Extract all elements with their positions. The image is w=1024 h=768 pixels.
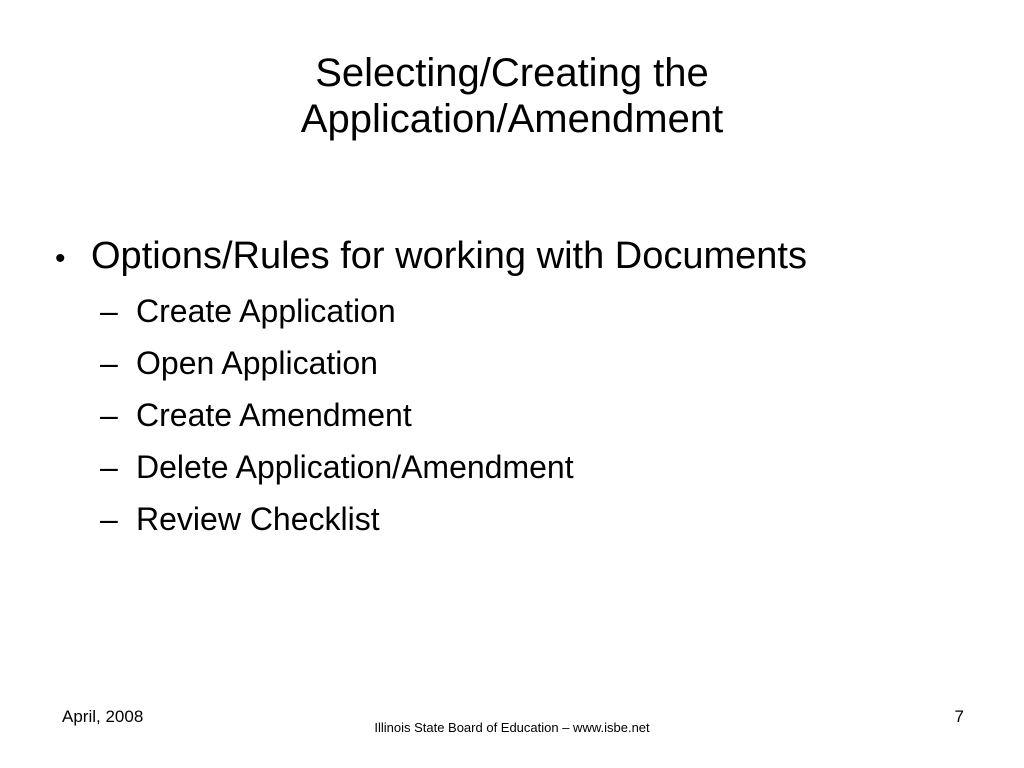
sub-bullet-item [55, 389, 995, 441]
footer-organization: Illinois State Board of Education – www.isbe.net [374, 720, 650, 735]
dash-marker: – [100, 397, 118, 433]
sub-bullet-list [55, 285, 995, 545]
sub-bullet-text: Create Application [136, 293, 396, 329]
slide-number: 7 [954, 707, 964, 726]
dash-marker: – [100, 449, 118, 485]
bullet-item [55, 230, 995, 285]
dash-marker: – [100, 345, 118, 381]
slide-title-line-2: Application/Amendment [300, 97, 724, 141]
bullet-text: Options/Rules for working with Documents [91, 235, 807, 277]
sub-bullet-text: Create Amendment [136, 397, 412, 433]
bullet-list [55, 230, 995, 545]
sub-bullet-item [55, 493, 995, 545]
sub-bullet-item [55, 337, 995, 389]
dash-marker: – [100, 501, 118, 537]
slide-title [0, 50, 1024, 142]
sub-bullet-text: Open Application [136, 345, 378, 381]
sub-bullet-item [55, 441, 995, 493]
sub-bullet-text: Review Checklist [136, 501, 380, 537]
sub-bullet-item [55, 285, 995, 337]
bullet-marker: • [55, 242, 66, 275]
slide-title-line-1: Selecting/Creating the [315, 51, 709, 95]
footer-date: April, 2008 [62, 707, 144, 726]
dash-marker: – [100, 293, 118, 329]
sub-bullet-text: Delete Application/Amendment [136, 449, 574, 485]
